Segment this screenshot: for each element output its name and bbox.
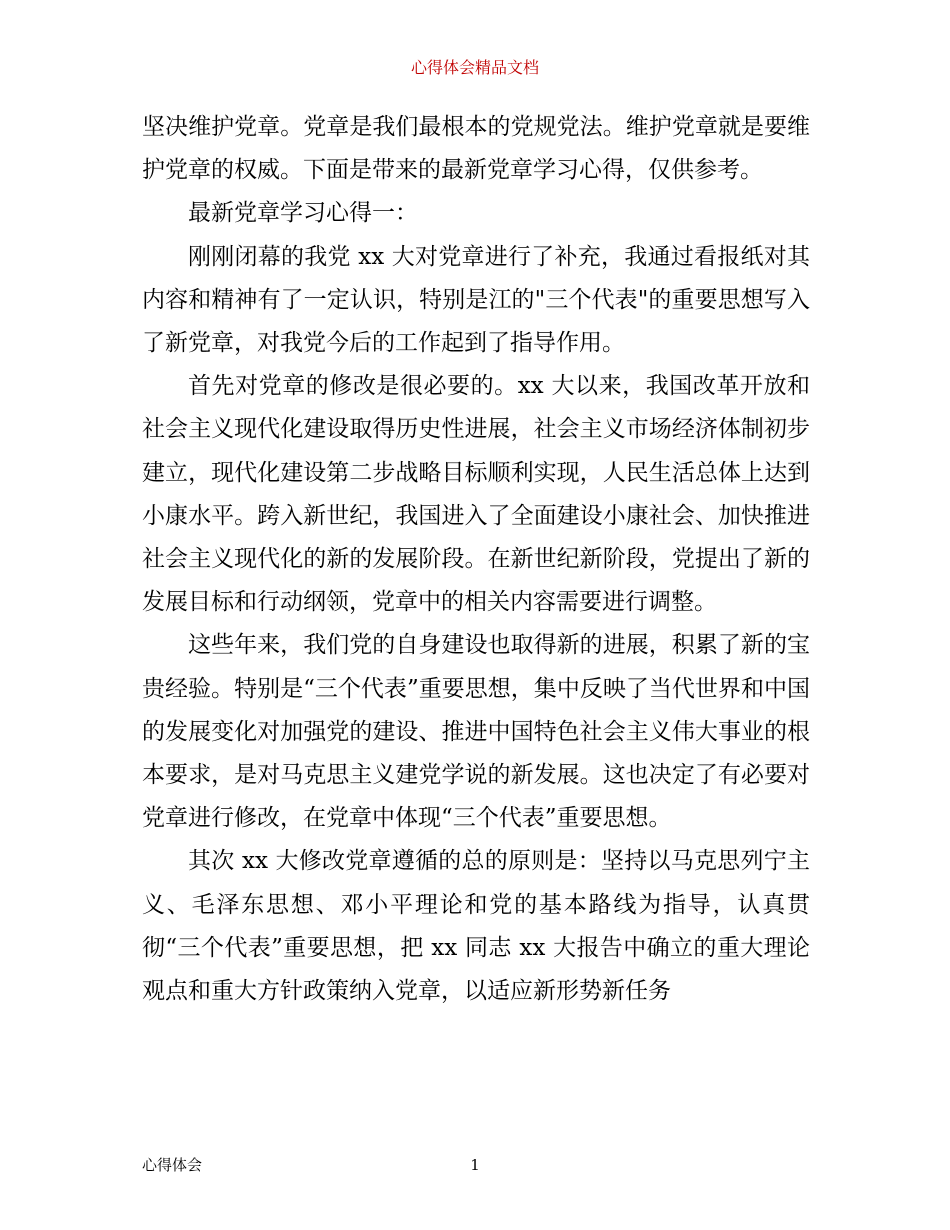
paragraph: 首先对党章的修改是很必要的。xx 大以来，我国改革开放和社会主义现代化建设取得历史性进展，社会主义市场经济体制初步建立，现代化建设第二步战略目标顺利实现，人民生活总体上达到小康水平。跨入新世纪，我国进入了全面建设小康社会、加快推进社会主义现代化的新的发展阶段。在新世纪新阶段，党提出了新的发展目标和行动纲领，党章中的相关内容需要进行调整。: [142, 373, 810, 616]
section-heading: 最新党章学习心得一：: [188, 200, 418, 227]
paragraph: 刚刚闭幕的我党 xx 大对党章进行了补充，我通过看报纸对其内容和精神有了一定认识，特别是江的"三个代表"的重要思想写入了新党章，对我党今后的工作起到了指导作用。: [142, 243, 810, 357]
document-body: [142, 106, 810, 1013]
paragraph: 这些年来，我们党的自身建设也取得新的进展，积累了新的宝贵经验。特别是“三个代表”重要思想，集中反映了当代世界和中国的发展变化对加强党的建设、推进中国特色社会主义伟大事业的根本要求，是对马克思主义建党学说的新发展。这也决定了有必要对党章进行修改，在党章中体现“三个代表”重要思想。: [142, 632, 810, 832]
page-number: 1: [470, 1156, 480, 1174]
paragraph: 其次 xx 大修改党章遵循的总的原则是：坚持以马克思列宁主义、毛泽东思想、邓小平理论和党的基本路线为指导，认真贯彻“三个代表”重要思想，把 xx 同志 xx 大报告中确立的重大理论观点和重大方针政策纳入党章，以适应新形势新任务: [142, 848, 810, 1005]
footer-label: 心得体会: [142, 1156, 203, 1174]
paragraph-intro: 坚决维护党章。党章是我们最根本的党规党法。维护党章就是要维护党章的权威。下面是带来的最新党章学习心得，仅供参考。: [142, 114, 810, 184]
page-header-title: 心得体会精品文档: [410, 58, 539, 77]
